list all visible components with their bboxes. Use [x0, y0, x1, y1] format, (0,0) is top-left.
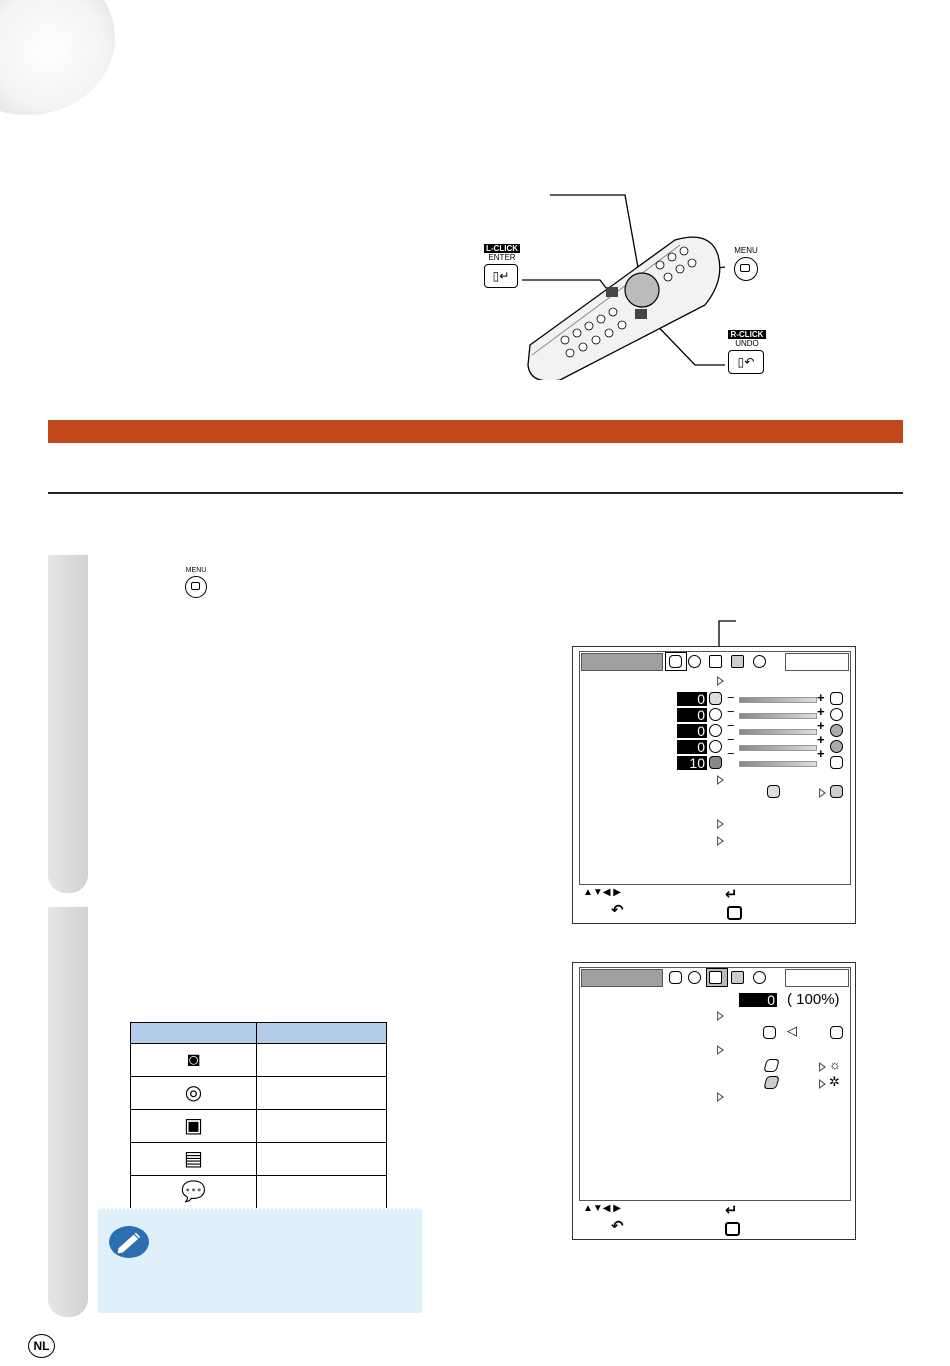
rclick-label: R-CLICK: [728, 330, 766, 339]
nav-arrows-icon: ▲▼◀ ▶: [583, 887, 621, 898]
language-tab-icon: [753, 655, 766, 668]
options2-menu-icon: ▤: [131, 1143, 257, 1176]
osd1-arrow-icon-4: [717, 819, 724, 829]
lclick-enter-group: [484, 244, 520, 288]
plus-signs: + + + + +: [817, 690, 825, 761]
language-tab-icon: [753, 971, 766, 984]
undo-button-icon: ▯↶: [728, 350, 764, 374]
osd1-arrow-icon-5: [717, 836, 724, 846]
language-badge: NL: [28, 1334, 55, 1358]
tint-icon: [709, 740, 722, 753]
fine-sync-tab-icon: [688, 655, 701, 668]
table-cell: [257, 1110, 387, 1143]
table-row: [131, 1110, 387, 1143]
step-1-tab: [48, 555, 88, 893]
osd2-arrow-icon-1: [717, 1011, 724, 1021]
menu-button-icon: [734, 257, 758, 281]
osd-hide-icon: [830, 1026, 843, 1039]
osd2-arrow-icon-5: [717, 1092, 724, 1102]
osd1-arrow-icon-2: [717, 775, 724, 785]
note-box: [98, 1208, 422, 1313]
sharp-max-icon: [830, 756, 843, 769]
timer-icon: ☼: [829, 1057, 841, 1072]
menu-group: [728, 246, 764, 281]
table-row: [131, 1044, 387, 1077]
osd1-slider-2: [739, 713, 817, 719]
picture-menu-icon: ◙: [131, 1044, 257, 1077]
fine-sync-menu-icon: ◎: [131, 1077, 257, 1110]
osd1-slider-4: [739, 745, 817, 751]
language-menu-icon: 💬: [131, 1176, 257, 1209]
osd1-value-4: 0: [677, 740, 707, 754]
tint-max-icon: [830, 740, 843, 753]
osd1-slider-5: [739, 761, 817, 767]
step1-menu-button: [182, 566, 210, 598]
osd1-arrow-icon-3: [819, 788, 826, 798]
osd1-value-3: 0: [677, 724, 707, 738]
menu-icon: [727, 906, 742, 920]
color-temp-icon: [767, 785, 780, 798]
osd1-value-2: 0: [677, 708, 707, 722]
osd2-arrow-icon-3: [819, 1062, 826, 1072]
table-row: [131, 1077, 387, 1110]
osd-screen-picture: [572, 646, 856, 924]
osd1-menu-title-box: [581, 653, 663, 671]
picture-tab-icon: [669, 971, 682, 984]
table-cell: [257, 1176, 387, 1209]
options1-menu-icon: ▣: [131, 1110, 257, 1143]
bright-max-icon: [830, 708, 843, 721]
table-header-cell: [257, 1023, 387, 1044]
undo-icon: ↶: [611, 902, 624, 919]
lclick-label: L-CLICK: [486, 244, 518, 253]
osd2-input-box: [785, 969, 849, 987]
undo-label: UNDO: [735, 339, 759, 348]
osd2-arrow-icon-4: [819, 1079, 826, 1089]
enter-label: ENTER: [488, 253, 516, 262]
osd1-slider-3: [739, 729, 817, 735]
menu-icon-table: [130, 1022, 387, 1209]
options1-tab-icon: [709, 971, 722, 984]
eco-icon: ✲: [829, 1074, 840, 1089]
sharp-icon: [709, 756, 722, 769]
fine-sync-tab-icon: [688, 971, 701, 984]
menu-circle-icon: [185, 576, 207, 598]
note-pencil-icon: [108, 1224, 150, 1260]
contrast-max-icon: [830, 692, 843, 705]
table-row: [131, 1176, 387, 1209]
osd1-value-1: 0: [677, 692, 707, 706]
corner-decoration: [0, 0, 115, 115]
section-divider: [48, 492, 903, 494]
osd2-value: 0: [739, 993, 777, 1007]
table-header-row: [131, 1023, 387, 1044]
table-cell: [257, 1077, 387, 1110]
progressive-icon: [830, 785, 843, 798]
enter-button-icon: ▯↵: [484, 264, 518, 288]
step-2-tab: [48, 907, 88, 1317]
contrast-icon: [709, 692, 722, 705]
rclick-undo-group: [728, 330, 766, 374]
step1-menu-label: MENU: [185, 567, 207, 574]
bright-icon: [709, 708, 722, 721]
options2-tab-icon: [731, 971, 744, 984]
table-cell: [257, 1143, 387, 1176]
osd-display-icon: [763, 1026, 776, 1039]
menu-label: MENU: [734, 246, 758, 255]
nav-arrows-icon: ▲▼◀ ▶: [583, 1203, 621, 1214]
color-icon: [709, 724, 722, 737]
picture-tab-icon: [669, 655, 682, 668]
table-header-cell: [131, 1023, 257, 1044]
osd1-input-box: [785, 653, 849, 671]
table-cell: [257, 1044, 387, 1077]
osd1-slider-1: [739, 697, 817, 703]
enter-icon: ↵: [725, 1202, 738, 1219]
osd-screen-options: [572, 962, 856, 1240]
osd2-menu-title-box: [581, 969, 663, 987]
color-max-icon: [830, 724, 843, 737]
undo-icon: ↶: [611, 1218, 624, 1235]
osd2-arrow-icon-2: [717, 1045, 724, 1055]
enter-icon: ↵: [725, 886, 738, 903]
osd1-arrow-icon: [717, 676, 724, 686]
options2-tab-icon: [731, 655, 744, 668]
left-arrow-icon: ◁: [787, 1023, 797, 1038]
table-row: [131, 1143, 387, 1176]
minus-signs: − − − − −: [727, 690, 735, 761]
osd2-percent: ( 100%): [787, 991, 840, 1008]
options1-tab-icon: [709, 655, 722, 668]
menu-icon: [725, 1222, 740, 1236]
osd1-value-5: 10: [677, 756, 707, 770]
section-header-bar: [48, 420, 903, 443]
